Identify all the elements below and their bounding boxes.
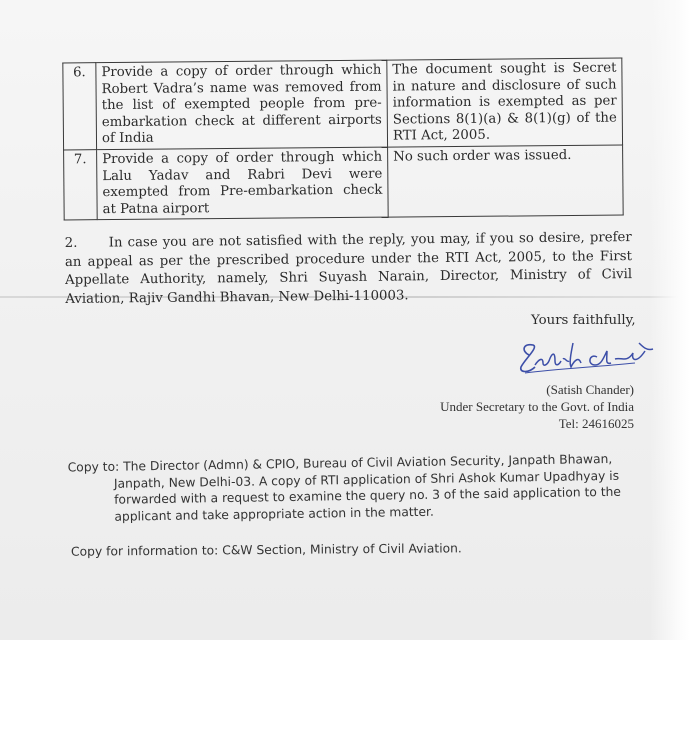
page-edge-highlight [650,0,690,640]
signature [515,333,655,381]
table-row [64,145,624,220]
paragraph-number: 2. [64,235,78,251]
signatory-designation: Under Secretary to the Govt. of India [440,399,634,414]
copy-for-information: Copy for information to: C&W Section, Ministry of Civil Aviation. [70,541,462,559]
rti-reply-table [62,58,623,221]
copy-to-recipient: The Director (Admn) & CPIO, Bureau of Civil Aviation Security, Janpath Bhawan, [123,451,613,474]
row-number: 6. [63,63,97,150]
paragraph-text: In case you are not satisfied with the reply, you may, if you so desire, prefer an appeal as per the prescribed procedure under the RTI Act, 2005, to the First Appellate Authority, namely, Shri Suyash Narain, Director, Ministry of Civil Aviation, Rajiv Gandhi Bhavan, New Delhi-110003. [64,230,633,307]
copy-to-body: Janpath, New Delhi-03. A copy of RTI application of Shri Ashok Kumar Upadhyay is forwarded with a request to examine the query no. 3 of the said application to the applicant and take appropriate action in the matter. [113,468,622,524]
reply-cell: No such order was issued. [388,145,624,217]
query-cell: Provide a copy of order through which Robert Vadra’s name was removed from the list of exempted people from pre-embarkation check at different airports of India [96,60,388,150]
copy-to-block [68,451,639,526]
reply-cell: The document sought is Secret in nature and disclosure of such information is exempted as per Sections 8(1)(a) & 8(1)(g) of the RTI Act, 2005. [387,58,623,147]
row-number: 7. [64,150,98,221]
closing-salutation: Yours faithfully, [531,313,636,328]
table-row [63,58,623,150]
signatory-name: (Satish Chander) [546,382,634,397]
signatory-phone: Tel: 24616025 [558,416,634,431]
copy-to-label: Copy to: [67,459,120,475]
signatory-block [398,381,634,432]
appeal-paragraph [65,229,633,309]
query-cell: Provide a copy of order through which Lalu Yadav and Rabri Devi were exempted from Pre-embarkation check at Patna airport [97,147,389,220]
